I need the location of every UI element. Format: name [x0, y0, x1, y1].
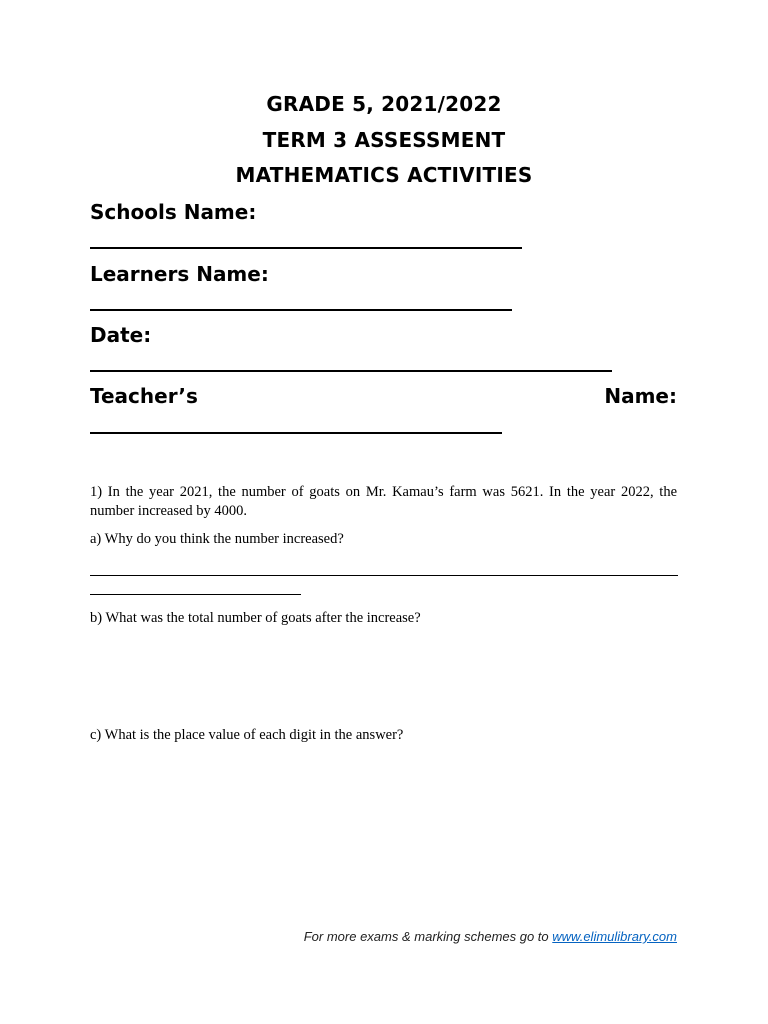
teacher-name-line[interactable] [90, 432, 502, 434]
footer-text: For more exams & marking schemes go to [303, 929, 553, 944]
teacher-name-label-end: Name: [604, 384, 677, 408]
question-1a: a) Why do you think the number increased? [90, 531, 344, 547]
school-name-line[interactable] [90, 247, 522, 249]
footer-note [304, 929, 677, 944]
term-title: TERM 3 ASSESSMENT [262, 128, 506, 152]
question-1c: c) What is the place value of each digit in the answer? [90, 727, 404, 743]
grade-title: GRADE 5, 2021/2022 [266, 92, 502, 116]
date-label: Date: [90, 323, 152, 347]
answer-line[interactable] [90, 575, 678, 576]
learner-name-label: Learners Name: [90, 262, 269, 286]
elimu-library-link[interactable]: www.elimulibrary.com [552, 929, 677, 944]
subject-title: MATHEMATICS ACTIVITIES [235, 163, 533, 187]
question-1b: b) What was the total number of goats after the increase? [90, 610, 421, 626]
learner-name-line[interactable] [90, 309, 512, 311]
school-name-label: Schools Name: [90, 200, 257, 224]
date-line[interactable] [90, 370, 612, 372]
answer-line[interactable] [90, 594, 301, 595]
question-1: 1) In the year 2021, the number of goats on Mr. Kamau’s farm was 5621. In the year 2022, the number increased by 4000. [90, 484, 677, 519]
teacher-name-label: Teacher’s [90, 384, 198, 408]
